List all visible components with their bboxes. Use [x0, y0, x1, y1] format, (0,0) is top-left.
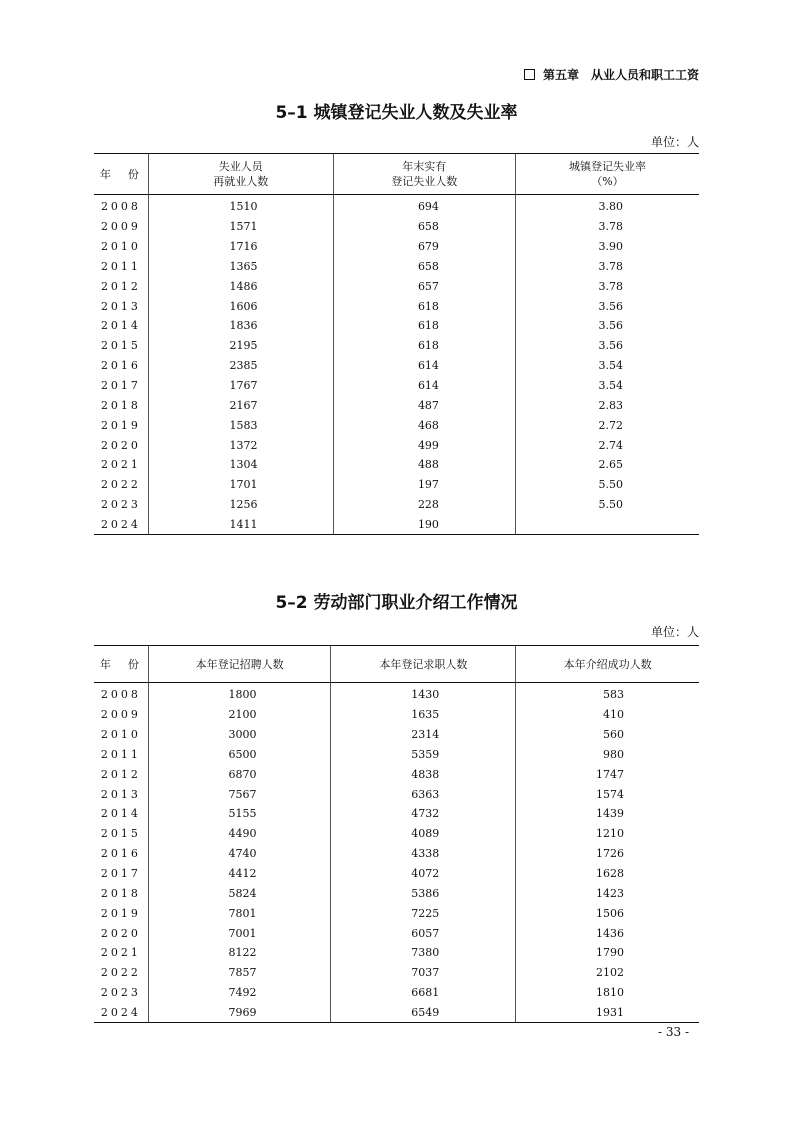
year-cell: 2009: [100, 708, 141, 722]
column-header: 城镇登记失业率 （%）: [515, 154, 699, 195]
table-row: [94, 515, 699, 535]
value-cell: 1836: [148, 316, 333, 336]
year-cell: 2022: [100, 478, 141, 492]
value-cell: 7567: [148, 784, 331, 804]
year-cell: 2023: [100, 986, 141, 1000]
value-cell: 3.78: [515, 217, 699, 237]
value-cell: [515, 515, 699, 535]
value-cell: 6057: [331, 923, 516, 943]
value-cell: 4732: [331, 804, 516, 824]
value-cell: 468: [333, 415, 515, 435]
year-cell: 2021: [100, 946, 141, 960]
value-cell: 7857: [148, 963, 331, 983]
value-cell: 3000: [148, 725, 331, 745]
year-cell: 2013: [100, 299, 141, 313]
chapter-header: [524, 66, 699, 83]
value-cell: 487: [333, 395, 515, 415]
year-cell: 2019: [100, 418, 141, 432]
table-row: [94, 943, 699, 963]
column-header: 本年登记求职人数: [331, 646, 516, 683]
table-row: [94, 435, 699, 455]
value-cell: 4490: [148, 824, 331, 844]
value-cell: 1304: [148, 455, 333, 475]
value-cell: 5155: [148, 804, 331, 824]
table-row: [94, 764, 699, 784]
table1-title: 5–1 城镇登记失业人数及失业率: [275, 103, 518, 123]
value-cell: 6500: [148, 745, 331, 765]
table-row: [94, 395, 699, 415]
value-cell: 1439: [516, 804, 699, 824]
value-cell: 3.80: [515, 195, 699, 217]
value-cell: 410: [516, 705, 699, 725]
value-cell: 3.54: [515, 356, 699, 376]
year-cell: 2024: [94, 515, 148, 535]
value-cell: 3.56: [515, 316, 699, 336]
year-cell: 2023: [100, 498, 141, 512]
value-cell: 3.78: [515, 276, 699, 296]
value-cell: 1506: [516, 903, 699, 923]
table-row: [94, 784, 699, 804]
value-cell: 3.56: [515, 336, 699, 356]
value-cell: 679: [333, 237, 515, 257]
year-cell: 2016: [100, 847, 141, 861]
year-cell: 2021: [100, 458, 141, 472]
year-cell: 2016: [100, 359, 141, 373]
value-cell: 7037: [331, 963, 516, 983]
value-cell: 5359: [331, 745, 516, 765]
table2-unit: 单位：人: [650, 625, 699, 639]
value-cell: 7001: [148, 923, 331, 943]
value-cell: 4072: [331, 864, 516, 884]
table-row: [94, 824, 699, 844]
value-cell: 6681: [331, 983, 516, 1003]
table-row: [94, 725, 699, 745]
column-header: 年末实有 登记失业人数: [333, 154, 515, 195]
value-cell: 658: [333, 217, 515, 237]
value-cell: 3.90: [515, 237, 699, 257]
column-header: 年 份: [94, 154, 148, 195]
value-cell: 7492: [148, 983, 331, 1003]
table-row: [94, 455, 699, 475]
year-cell: 2011: [100, 259, 141, 273]
year-cell: 2012: [100, 767, 141, 781]
table-row: [94, 475, 699, 495]
value-cell: 1767: [148, 376, 333, 396]
year-cell: 2014: [100, 807, 141, 821]
value-cell: 2.72: [515, 415, 699, 435]
job-placement-table: [94, 645, 699, 1023]
value-cell: 1436: [516, 923, 699, 943]
column-header: 本年登记招聘人数: [148, 646, 331, 683]
table-row: [94, 195, 699, 217]
value-cell: 980: [516, 745, 699, 765]
value-cell: 1790: [516, 943, 699, 963]
value-cell: 7801: [148, 903, 331, 923]
value-cell: 1810: [516, 983, 699, 1003]
value-cell: 2195: [148, 336, 333, 356]
value-cell: 1256: [148, 495, 333, 515]
year-cell: 2010: [100, 728, 141, 742]
table-row: [94, 296, 699, 316]
value-cell: 4838: [331, 764, 516, 784]
year-cell: 2018: [100, 398, 141, 412]
year-cell: 2014: [100, 319, 141, 333]
value-cell: 1365: [148, 257, 333, 277]
year-cell: 2013: [100, 787, 141, 801]
table-row: [94, 683, 699, 705]
value-cell: 3.56: [515, 296, 699, 316]
value-cell: 197: [333, 475, 515, 495]
table-row: [94, 356, 699, 376]
unemployment-table: [94, 153, 699, 535]
square-icon: [524, 69, 535, 80]
value-cell: 2.65: [515, 455, 699, 475]
year-cell: 2008: [100, 200, 141, 214]
value-cell: 1628: [516, 864, 699, 884]
value-cell: 7380: [331, 943, 516, 963]
table-row: [94, 903, 699, 923]
value-cell: 1510: [148, 195, 333, 217]
value-cell: 1606: [148, 296, 333, 316]
year-cell: 2009: [100, 220, 141, 234]
value-cell: 658: [333, 257, 515, 277]
table-row: [94, 844, 699, 864]
value-cell: 614: [333, 376, 515, 396]
value-cell: 4412: [148, 864, 331, 884]
table-row: [94, 415, 699, 435]
table-row: [94, 923, 699, 943]
year-cell: 2008: [100, 688, 141, 702]
value-cell: 4338: [331, 844, 516, 864]
value-cell: 488: [333, 455, 515, 475]
value-cell: 5386: [331, 883, 516, 903]
year-cell: 2024: [94, 1003, 148, 1023]
value-cell: 3.78: [515, 257, 699, 277]
table2-title: 5–2 劳动部门职业介绍工作情况: [275, 593, 518, 613]
year-cell: 2020: [100, 438, 141, 452]
value-cell: 1372: [148, 435, 333, 455]
value-cell: 1635: [331, 705, 516, 725]
value-cell: 7225: [331, 903, 516, 923]
table-row: [94, 237, 699, 257]
year-cell: 2010: [100, 240, 141, 254]
table-header-row: [94, 646, 699, 683]
year-cell: 2015: [100, 827, 141, 841]
table-row: [94, 1003, 699, 1023]
value-cell: 6549: [331, 1003, 516, 1023]
value-cell: 1423: [516, 883, 699, 903]
value-cell: 5.50: [515, 495, 699, 515]
value-cell: 2102: [516, 963, 699, 983]
year-cell: 2018: [100, 886, 141, 900]
table-row: [94, 495, 699, 515]
value-cell: 583: [516, 683, 699, 705]
value-cell: 1747: [516, 764, 699, 784]
value-cell: 618: [333, 296, 515, 316]
value-cell: 3.54: [515, 376, 699, 396]
value-cell: 2314: [331, 725, 516, 745]
value-cell: 6363: [331, 784, 516, 804]
column-header: 失业人员 再就业人数: [148, 154, 333, 195]
year-cell: 2020: [100, 926, 141, 940]
table-row: [94, 705, 699, 725]
chapter-title: 第五章 从业人员和职工工资: [542, 68, 699, 82]
value-cell: 4089: [331, 824, 516, 844]
value-cell: 1574: [516, 784, 699, 804]
value-cell: 1411: [148, 515, 333, 535]
table-row: [94, 983, 699, 1003]
year-cell: 2017: [100, 379, 141, 393]
value-cell: 5.50: [515, 475, 699, 495]
table-row: [94, 276, 699, 296]
table-row: [94, 336, 699, 356]
year-cell: 2011: [100, 747, 141, 761]
year-cell: 2019: [100, 906, 141, 920]
value-cell: 6870: [148, 764, 331, 784]
table-row: [94, 257, 699, 277]
value-cell: 560: [516, 725, 699, 745]
value-cell: 1571: [148, 217, 333, 237]
value-cell: 1726: [516, 844, 699, 864]
column-header: 本年介绍成功人数: [516, 646, 699, 683]
value-cell: 2100: [148, 705, 331, 725]
table-header-row: [94, 154, 699, 195]
value-cell: 1210: [516, 824, 699, 844]
value-cell: 8122: [148, 943, 331, 963]
value-cell: 2.83: [515, 395, 699, 415]
year-cell: 2015: [100, 339, 141, 353]
year-cell: 2012: [100, 279, 141, 293]
value-cell: 2.74: [515, 435, 699, 455]
table1-unit: 单位：人: [650, 135, 699, 149]
table-row: [94, 376, 699, 396]
value-cell: 1701: [148, 475, 333, 495]
value-cell: 614: [333, 356, 515, 376]
value-cell: 2167: [148, 395, 333, 415]
value-cell: 499: [333, 435, 515, 455]
value-cell: 1800: [148, 683, 331, 705]
value-cell: 1486: [148, 276, 333, 296]
year-cell: 2022: [100, 966, 141, 980]
table-row: [94, 883, 699, 903]
value-cell: 618: [333, 316, 515, 336]
value-cell: 1716: [148, 237, 333, 257]
value-cell: 618: [333, 336, 515, 356]
value-cell: 657: [333, 276, 515, 296]
value-cell: 1583: [148, 415, 333, 435]
column-header: 年 份: [94, 646, 148, 683]
value-cell: 4740: [148, 844, 331, 864]
value-cell: 694: [333, 195, 515, 217]
table-row: [94, 316, 699, 336]
page-number: - 33 -: [657, 1025, 689, 1039]
value-cell: 1931: [516, 1003, 699, 1023]
table-row: [94, 804, 699, 824]
value-cell: 5824: [148, 883, 331, 903]
value-cell: 1430: [331, 683, 516, 705]
table-row: [94, 963, 699, 983]
value-cell: 2385: [148, 356, 333, 376]
value-cell: 190: [333, 515, 515, 535]
table-row: [94, 745, 699, 765]
table-row: [94, 864, 699, 884]
value-cell: 228: [333, 495, 515, 515]
table-row: [94, 217, 699, 237]
year-cell: 2017: [100, 867, 141, 881]
value-cell: 7969: [148, 1003, 331, 1023]
